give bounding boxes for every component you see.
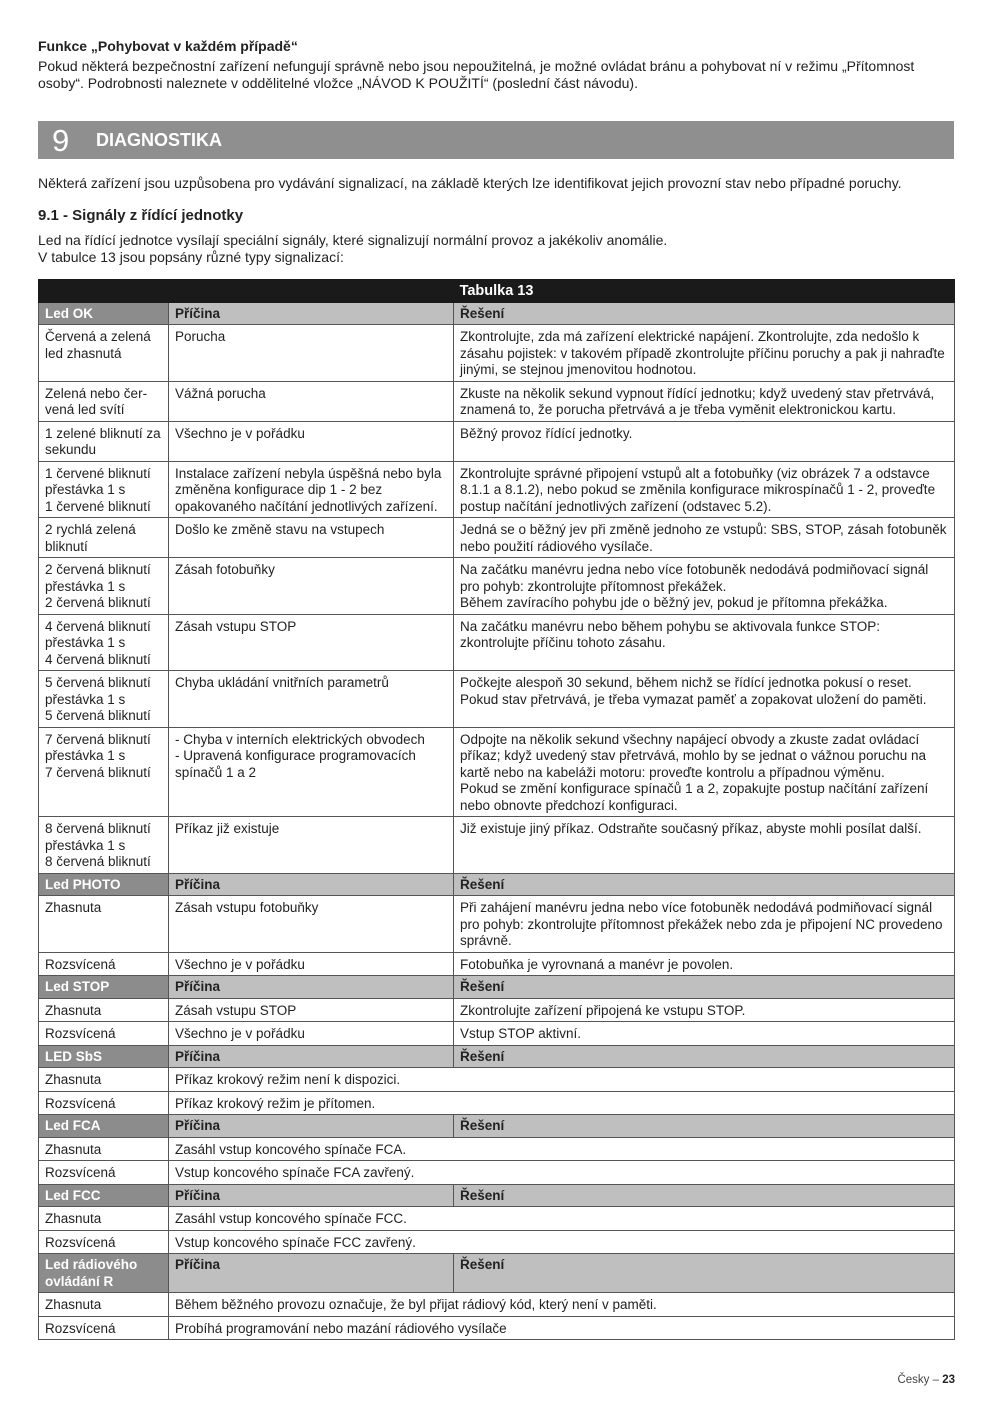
solution-column-header: Řešení: [454, 1045, 955, 1068]
table-row: [39, 896, 955, 953]
led-state-cell: Zhasnuta: [39, 896, 169, 953]
cause-cell: Vážná porucha: [169, 381, 454, 421]
solution-column-header: Řešení: [454, 873, 955, 896]
led-state-cell: Červená a zelená led zhasnutá: [39, 325, 169, 382]
description-cell: Příkaz krokový režim není k dispozici.: [169, 1068, 955, 1092]
led-name-header: Led FCC: [39, 1184, 169, 1207]
led-state-cell: 7 červená bliknutí přestávka 1 s 7 červená bliknutí: [39, 727, 169, 817]
table-row: [39, 998, 955, 1022]
table-row: [39, 421, 955, 461]
led-state-cell: Zhasnuta: [39, 1068, 169, 1092]
table-group-header: [39, 1045, 955, 1068]
cause-column-header: Příčina: [169, 1045, 454, 1068]
table-row: [39, 614, 955, 671]
led-state-cell: Rozsvícená: [39, 1022, 169, 1046]
table-group-header: [39, 976, 955, 999]
led-name-header: Led rádiového ovládání R: [39, 1254, 169, 1293]
table-row: [39, 952, 955, 976]
table-row: [39, 558, 955, 615]
page-number: 23: [942, 1374, 955, 1386]
cause-cell: Instalace zařízení nebyla úspěšná nebo byla změněna konfigurace dip 1 - 2 bez opakovaného načítání jednotlivých zařízení.: [169, 461, 454, 518]
solution-cell: Odpojte na několik sekund všechny napájecí obvody a zkuste zadat ovládací příkaz; když uvedený stav přetrvává, mohlo by se jednat o vážnou poruchu na kartě nebo na kabeláži motoru: proveďte kontrolu a případnou výměnu. Pokud se změní konfigurace spínačů 1 a 2, zopakujte postup načítání zařízení nebo obnovte předchozí konfiguraci.: [454, 727, 955, 817]
cause-cell: Zásah vstupu STOP: [169, 998, 454, 1022]
solution-cell: Na začátku manévru nebo během pohybu se aktivovala funkce STOP: zkontrolujte příčinu tohoto zásahu.: [454, 614, 955, 671]
cause-cell: Všechno je v pořádku: [169, 1022, 454, 1046]
solution-cell: Zkontrolujte zařízení připojená ke vstupu STOP.: [454, 998, 955, 1022]
led-state-cell: Zhasnuta: [39, 1293, 169, 1317]
description-cell: Během běžného provozu označuje, že byl přijat rádiový kód, který není v paměti.: [169, 1293, 955, 1317]
solution-cell: Jedná se o běžný jev při změně jednoho ze vstupů: SBS, STOP, zásah fotobuněk nebo použití rádiového vysílače.: [454, 518, 955, 558]
solution-column-header: Řešení: [454, 1115, 955, 1138]
cause-column-header: Příčina: [169, 302, 454, 325]
table-row: [39, 1068, 955, 1092]
table-row: [39, 1091, 955, 1115]
led-state-cell: 8 červená bliknutí přestávka 1 s 8 červená bliknutí: [39, 817, 169, 874]
table-group-header: [39, 873, 955, 896]
solution-cell: Již existuje jiný příkaz. Odstraňte současný příkaz, abyste mohli posílat další.: [454, 817, 955, 874]
table-group-header: [39, 1184, 955, 1207]
table-group-header: [39, 1254, 955, 1293]
led-name-header: Led FCA: [39, 1115, 169, 1138]
cause-cell: Zásah vstupu STOP: [169, 614, 454, 671]
table-row: [39, 1316, 955, 1340]
table-row: [39, 1022, 955, 1046]
cause-cell: Zásah vstupu fotobuňky: [169, 896, 454, 953]
solution-column-header: Řešení: [454, 302, 955, 325]
description-cell: Probíhá programování nebo mazání rádiového vysílače: [169, 1316, 955, 1340]
cause-cell: Chyba ukládání vnitřních parametrů: [169, 671, 454, 728]
cause-cell: Příkaz již existuje: [169, 817, 454, 874]
led-state-cell: Zhasnuta: [39, 1137, 169, 1161]
table-row: [39, 1137, 955, 1161]
led-state-cell: 1 zelené bliknutí za sekundu: [39, 421, 169, 461]
led-name-header: Led STOP: [39, 976, 169, 999]
table-row: [39, 727, 955, 817]
led-name-header: Led OK: [39, 302, 169, 325]
cause-column-header: Příčina: [169, 1184, 454, 1207]
solution-column-header: Řešení: [454, 1254, 955, 1293]
section-text-line: V tabulce 13 jsou popsány různé typy signalizací:: [38, 249, 344, 265]
table-row: [39, 518, 955, 558]
solution-cell: Počkejte alespoň 30 sekund, během nichž se řídící jednotka pokusí o reset. Pokud stav přetrvává, je třeba vymazat paměť a zopakovat uložení do paměti.: [454, 671, 955, 728]
cause-cell: Všechno je v pořádku: [169, 952, 454, 976]
cause-cell: Došlo ke změně stavu na vstupech: [169, 518, 454, 558]
table-row: [39, 817, 955, 874]
cause-cell: - Chyba v interních elektrických obvodech - Upravená konfigurace programovacích spínačů 1 a 2: [169, 727, 454, 817]
solution-cell: Na začátku manévru jedna nebo více fotobuněk nedodává podmiňovací signál pro pohyb: zkontrolujte přítomnost překážek. Během zavíracího pohybu jde o běžný jev, pokud je přítomna překážka.: [454, 558, 955, 615]
section-title: 9.1 - Signály z řídící jednotky: [38, 207, 244, 224]
table-row: [39, 325, 955, 382]
led-state-cell: Rozsvícená: [39, 1161, 169, 1185]
cause-cell: Porucha: [169, 325, 454, 382]
chapter-intro: Některá zařízení jsou uzpůsobena pro vydávání signalizací, na základě kterých lze identifikovat jejich provozní stav nebo případné poruchy.: [38, 175, 902, 191]
led-name-header: Led PHOTO: [39, 873, 169, 896]
solution-column-header: Řešení: [454, 976, 955, 999]
table-row: [39, 1207, 955, 1231]
chapter-header-bar: [38, 121, 954, 159]
table-row: [39, 381, 955, 421]
intro-text: Pokud některá bezpečnostní zařízení nefungují správně nebo jsou nepoužitelná, je možné ovládat bránu a pohybovat ní v režimu „Přítomnost osoby“. Podrobnosti naleznete v oddělitelné vložce „NÁVOD K POUŽITÍ“ (poslední část návodu).: [38, 58, 915, 91]
table-caption: Tabulka 13: [39, 280, 955, 303]
led-state-cell: Zhasnuta: [39, 998, 169, 1022]
led-state-cell: 4 červená bliknutí přestávka 1 s 4 červená bliknutí: [39, 614, 169, 671]
led-state-cell: 5 červená bliknutí přestávka 1 s 5 červená bliknutí: [39, 671, 169, 728]
intro-title: Funkce „Pohybovat v každém případě“: [38, 38, 298, 54]
cause-column-header: Příčina: [169, 1115, 454, 1138]
led-state-cell: Zhasnuta: [39, 1207, 169, 1231]
led-state-cell: Rozsvícená: [39, 1316, 169, 1340]
led-state-cell: 1 červené bliknutí přestávka 1 s 1 červené bliknutí: [39, 461, 169, 518]
led-state-cell: 2 rychlá zelená bliknutí: [39, 518, 169, 558]
table-caption-row: [39, 280, 955, 303]
section-text: [38, 232, 956, 266]
led-state-cell: Rozsvícená: [39, 1230, 169, 1254]
description-cell: Příkaz krokový režim je přítomen.: [169, 1091, 955, 1115]
cause-column-header: Příčina: [169, 1254, 454, 1293]
cause-column-header: Příčina: [169, 873, 454, 896]
chapter-number: 9: [52, 122, 71, 158]
table-row: [39, 671, 955, 728]
diagnostics-table: [38, 279, 955, 1340]
led-name-header: LED SbS: [39, 1045, 169, 1068]
description-cell: Zasáhl vstup koncového spínače FCA.: [169, 1137, 955, 1161]
table-row: [39, 1293, 955, 1317]
led-state-cell: Zelená nebo čer- vená led svítí: [39, 381, 169, 421]
solution-cell: Zkuste na několik sekund vypnout řídící jednotku; když uvedený stav přetrvává, znamená to, že porucha přetrvává a je třeba vyměnit elektronickou kartu.: [454, 381, 955, 421]
description-cell: Zasáhl vstup koncového spínače FCC.: [169, 1207, 955, 1231]
page-footer: [897, 1372, 955, 1389]
table-group-header: [39, 302, 955, 325]
solution-cell: Vstup STOP aktivní.: [454, 1022, 955, 1046]
cause-cell: Zásah fotobuňky: [169, 558, 454, 615]
led-state-cell: Rozsvícená: [39, 1091, 169, 1115]
description-cell: Vstup koncového spínače FCA zavřený.: [169, 1161, 955, 1185]
solution-cell: Zkontrolujte správné připojení vstupů alt a fotobuňky (viz obrázek 7 a odstavce 8.1.1 a 8.1.2), nebo pokud se změnila konfigurace mikrospínačů 1 - 2, proveďte postup načítání jednotlivých zařízení (odstavec 5.2).: [454, 461, 955, 518]
solution-cell: Při zahájení manévru jedna nebo více fotobuněk nedodává podmiňovací signál pro pohyb: zkontrolujte přítomnost překážek nebo zda je připojení NC provedeno správně.: [454, 896, 955, 953]
led-state-cell: Rozsvícená: [39, 952, 169, 976]
solution-column-header: Řešení: [454, 1184, 955, 1207]
chapter-title: DIAGNOSTIKA: [96, 129, 222, 150]
table-row: [39, 1161, 955, 1185]
solution-cell: Zkontrolujte, zda má zařízení elektrické napájení. Zkontrolujte, zda nedošlo k zásahu pojistek: v takovém případě zkontrolujte příčinu poruchy a pak ji nahraďte jinými, se stejnou jmenovitou hodnotou.: [454, 325, 955, 382]
description-cell: Vstup koncového spínače FCC zavřený.: [169, 1230, 955, 1254]
footer-language: Česky –: [897, 1374, 939, 1386]
solution-cell: Běžný provoz řídící jednotky.: [454, 421, 955, 461]
table-row: [39, 1230, 955, 1254]
diagnostics-table-body: [39, 280, 955, 1340]
section-text-line: Led na řídící jednotce vysílají speciální signály, které signalizují normální provoz a jakékoliv anomálie.: [38, 232, 668, 248]
table-row: [39, 461, 955, 518]
table-group-header: [39, 1115, 955, 1138]
solution-cell: Fotobuňka je vyrovnaná a manévr je povolen.: [454, 952, 955, 976]
cause-column-header: Příčina: [169, 976, 454, 999]
led-state-cell: 2 červená bliknutí přestávka 1 s 2 červená bliknutí: [39, 558, 169, 615]
cause-cell: Všechno je v pořádku: [169, 421, 454, 461]
